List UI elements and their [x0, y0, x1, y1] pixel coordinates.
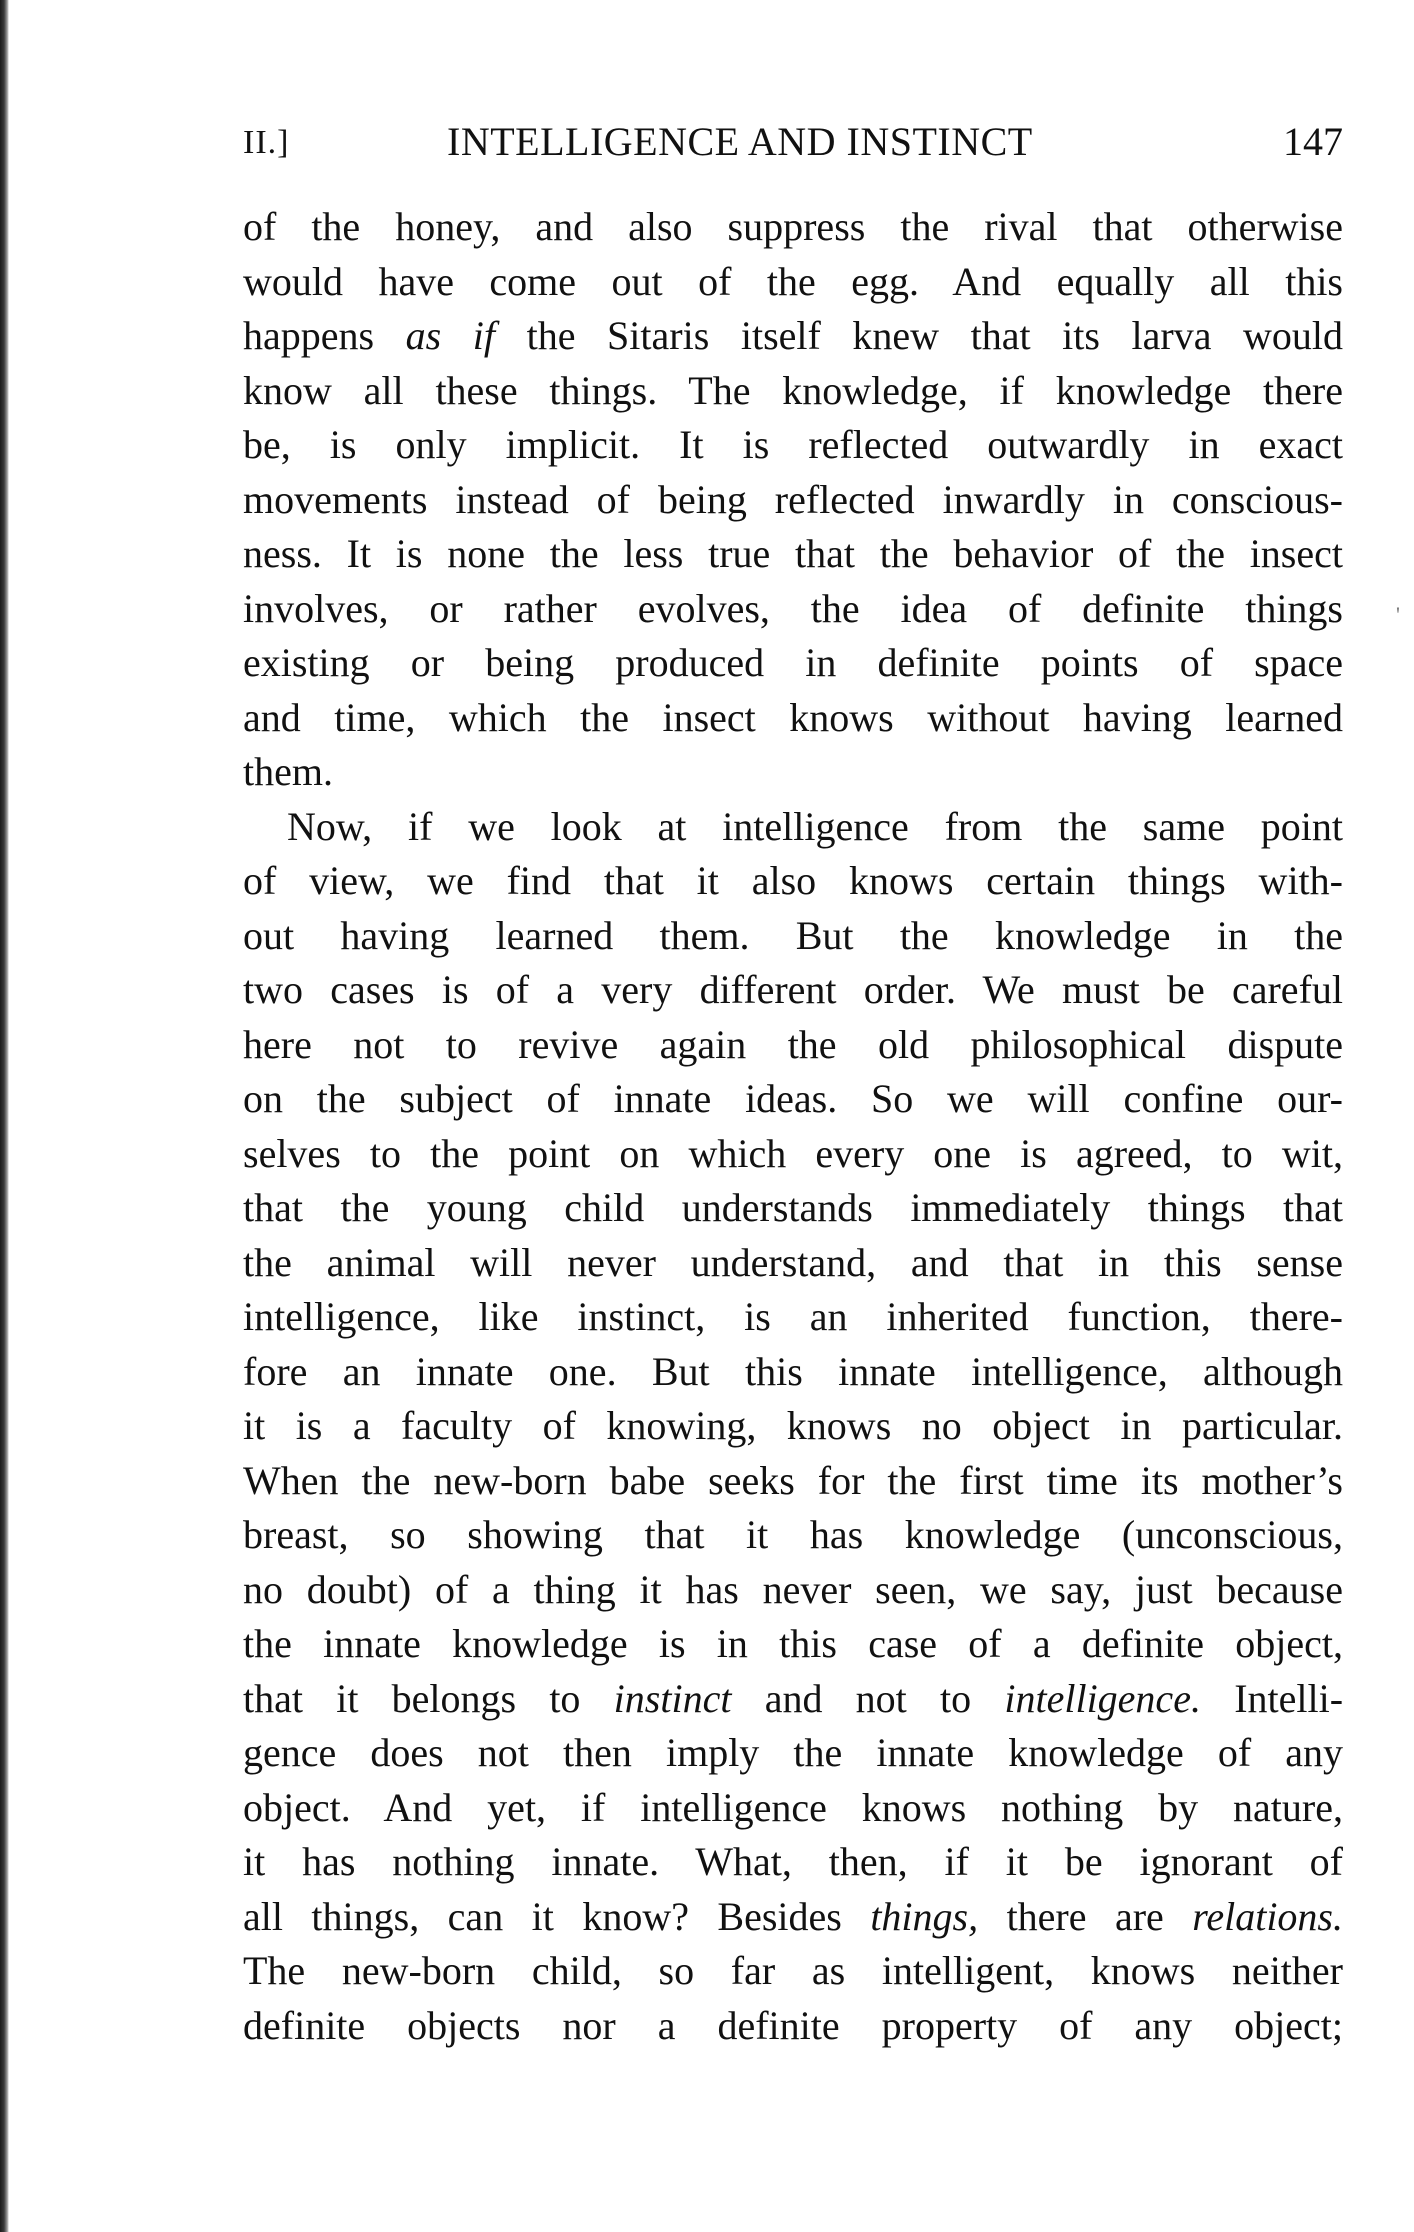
text-line: no doubt) of a thing it has never seen, we say, just because [243, 1566, 1343, 1612]
text-line: two cases is of a very different order. We must be careful [243, 967, 1343, 1012]
text-line: on the subject of innate ideas. So we will confine our- [243, 1076, 1343, 1121]
text-line: that it belongs to instinct and not to intelligence. Intelli- [243, 1675, 1344, 1721]
text-line: be, is only implicit. It is reflected outwardly in exact [243, 422, 1343, 467]
binding-edge [0, 0, 9, 2232]
text-line: of view, we find that it also knows certain things with- [243, 858, 1343, 903]
text-line: them. [243, 749, 333, 794]
text-line: definite objects nor a definite property of any object; [243, 2002, 1343, 2048]
text-line: know all these things. The knowledge, if knowledge there [243, 367, 1343, 413]
text-line: fore an innate one. But this innate intelligence, although [243, 1348, 1343, 1394]
italic-word: things, [870, 1893, 979, 1939]
body-text [243, 200, 1343, 2053]
text-line: out having learned them. But the knowledge in the [243, 912, 1343, 958]
text-line: involves, or rather evolves, the idea of definite things [243, 585, 1343, 631]
text-line: selves to the point on which every one is agreed, to wit, [243, 1130, 1343, 1176]
margin-speck: ' [1396, 602, 1400, 627]
text-line: object. And yet, if intelligence knows nothing by nature, [243, 1784, 1343, 1830]
section-number: II.] [243, 124, 290, 161]
text-line: When the new-born babe seeks for the first time its mother’s [243, 1457, 1343, 1503]
running-head [243, 118, 1343, 174]
italic-word: intelligence. [1004, 1675, 1201, 1721]
text-line: breast, so showing that it has knowledge (unconscious, [243, 1512, 1343, 1557]
text-line: of the honey, and also suppress the rival that otherwise [243, 204, 1343, 249]
text-line: would have come out of the egg. And equally all this [243, 258, 1343, 304]
text-line: that the young child understands immediately things that [243, 1185, 1343, 1230]
text-line: the innate knowledge is in this case of a definite object, [243, 1621, 1343, 1666]
italic-word: relations. [1192, 1893, 1343, 1939]
text-line: The new-born child, so far as intelligent, knows neither [243, 1948, 1343, 1993]
text-line: happens as if the Sitaris itself knew that its larva would [243, 313, 1344, 358]
text-line: existing or being produced in definite points of space [243, 640, 1343, 685]
text-line: all things, can it know? Besides things, there are relations. [243, 1893, 1343, 1939]
running-title: INTELLIGENCE AND INSTINCT [447, 119, 1033, 164]
text-line: intelligence, like instinct, is an inherited function, there- [243, 1294, 1343, 1339]
paragraph-start: Now, if we look at intelligence from the same point [287, 803, 1343, 849]
text-line: movements instead of being reflected inwardly in conscious- [243, 476, 1343, 522]
italic-phrase: as if [405, 313, 496, 358]
text-line: it has nothing innate. What, then, if it be ignorant of [243, 1839, 1343, 1884]
text-line: ness. It is none the less true that the behavior of the insect [243, 531, 1343, 576]
text-line: gence does not then imply the innate knowledge of any [243, 1730, 1343, 1775]
italic-word: instinct [613, 1675, 732, 1721]
text-line: the animal will never understand, and that in this sense [243, 1239, 1343, 1285]
page-number: 147 [1283, 119, 1343, 164]
text-line: it is a faculty of knowing, knows no object in particular. [243, 1403, 1343, 1448]
text-line: here not to revive again the old philosophical dispute [243, 1021, 1343, 1067]
text-line: and time, which the insect knows without having learned [243, 694, 1343, 740]
